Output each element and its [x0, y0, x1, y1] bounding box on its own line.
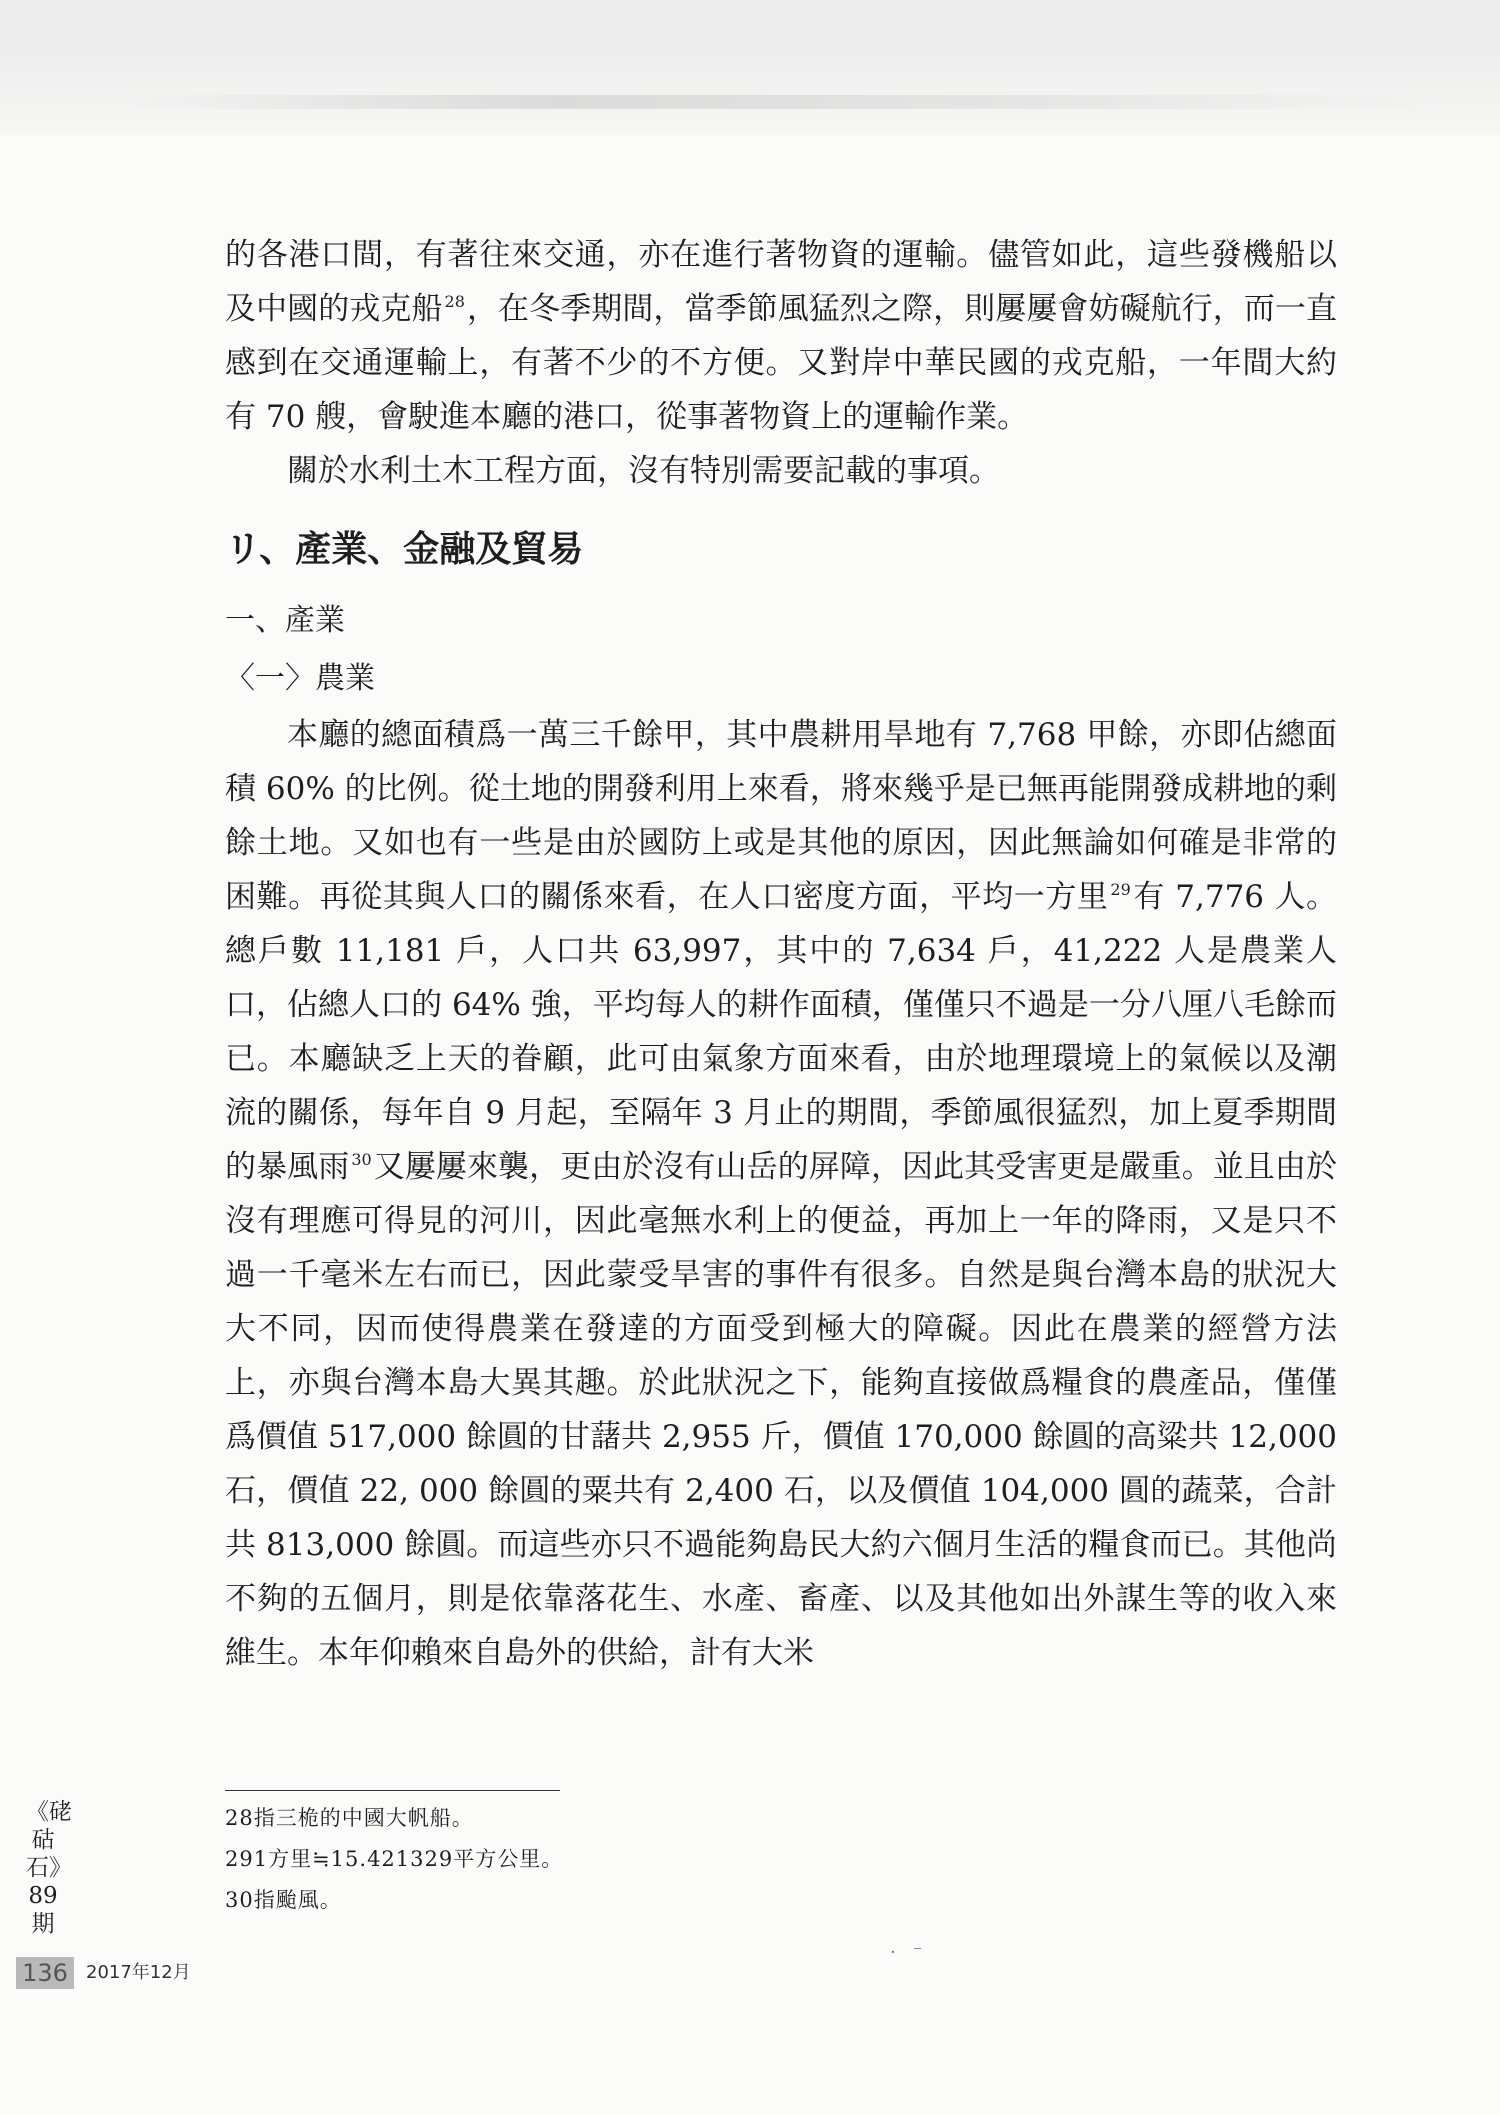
scan-shadow — [0, 40, 1500, 135]
paragraph-text: 本廳的總面積爲一萬三千餘甲，其中農耕用旱地有 7,768 甲餘，亦即佔總面積 60% 的比例。從土地的開發利用上來看，將來幾乎是已無再能開發成耕地的剩餘土地。又如也有一些是由於國防上或是其他的原因，因此無論如何確是非常的困難。再從其與人口的關係來看，在人口密度方面，平均一方里 — [225, 717, 1337, 915]
paragraph-text: ，在冬季期間，當季節風猛烈之際，則屢屢會妨礙航行，而一直感到在交通運輸上，有著不少的不方便。又對岸中華民國的戎克船，一年間大約有 70 艘，會駛進本廳的港口，從事著物資上的運輸作業。 — [225, 291, 1338, 435]
footnote-28: 28指三桅的中國大帆船。 — [225, 1806, 474, 1830]
footnotes — [225, 1798, 563, 1921]
sub-subsection-heading: 〈一〉農業 — [225, 661, 375, 696]
footnote-29: 291方里≒15.421329平方公里。 — [225, 1847, 564, 1871]
scan-smudge — [120, 95, 1440, 109]
paragraph-text: 有 7,776 人。總戶數 11,181 戶，人口共 63,997，其中的 7,634 戶，41,222 人是農業人口，佔總人口的 64% 強，平均每人的耕作面積，僅僅只不過是一分八厘八毛餘而已。本廳缺乏上天的眷顧，此可由氣象方面來看，由於地理環境上的氣候以及潮流的關係，每年自 9 月起，至隔年 3 月止的期間，季節風很猛烈，加上夏季期間的暴風雨 — [225, 879, 1337, 1185]
paragraph-text: 的各港口間，有著往來交通，亦在進行著物資的運輸。儘管如此，這些發機船以及中國的戎克船 — [225, 237, 1337, 327]
page-number: 136 — [16, 1957, 74, 1989]
paragraph-text: 又屢屢來襲，更由於沒有山岳的屏障，因此其受害更是嚴重。並且由於沒有理應可得見的河川，因此毫無水利上的便益，再加上一年的降雨，又是只不過一千毫米左右而已，因此蒙受旱害的事件有很多。自然是與台灣本島的狀況大大不同，因而使得農業在發達的方面受到極大的障礙。因此在農業的經營方法上，亦與台灣本島大異其趣。於此狀況之下，能夠直接做爲糧食的農產品，僅僅爲價值 517,000 餘圓的甘藷共 2,955 斤，價值 170,000 餘圓的高粱共 12,000 石，價值 22, 000 餘圓的粟共有 2,400 石，以及價值 104,000 圓的蔬菜，合計共 813,000 餘圓。而這些亦只不過能夠島民大約六個月生活的糧食而已。其他尚不夠的五個月，則是依靠落花生、水產、畜產、以及其他如出外謀生等的收入來維生。本年仰賴來自島外的供給，計有大米 — [225, 1149, 1338, 1671]
section-heading: リ、產業、金融及貿易 — [225, 529, 584, 570]
paragraph-transport — [225, 228, 1337, 444]
footnote-ref-29: 29 — [1110, 880, 1131, 899]
footnote-divider — [225, 1790, 560, 1791]
footnote-ref-28: 28 — [444, 292, 465, 311]
subsection-heading: 一、產業 — [225, 603, 345, 638]
footnote-30: 30指颱風。 — [225, 1888, 342, 1912]
scan-marks: · ⁻ — [890, 1942, 923, 1963]
journal-title-vertical: 《硓𥑮石》89期 — [26, 1799, 72, 1937]
article-body — [225, 228, 1337, 1680]
footnote-ref-30: 30 — [351, 1150, 372, 1169]
issue-date: 2017年12月 — [86, 1962, 191, 1983]
paragraph-agriculture — [225, 708, 1337, 1680]
paragraph-water-works: 關於水利土木工程方面，沒有特別需要記載的事項。 — [287, 453, 1000, 489]
scan-top-band — [0, 0, 1500, 40]
